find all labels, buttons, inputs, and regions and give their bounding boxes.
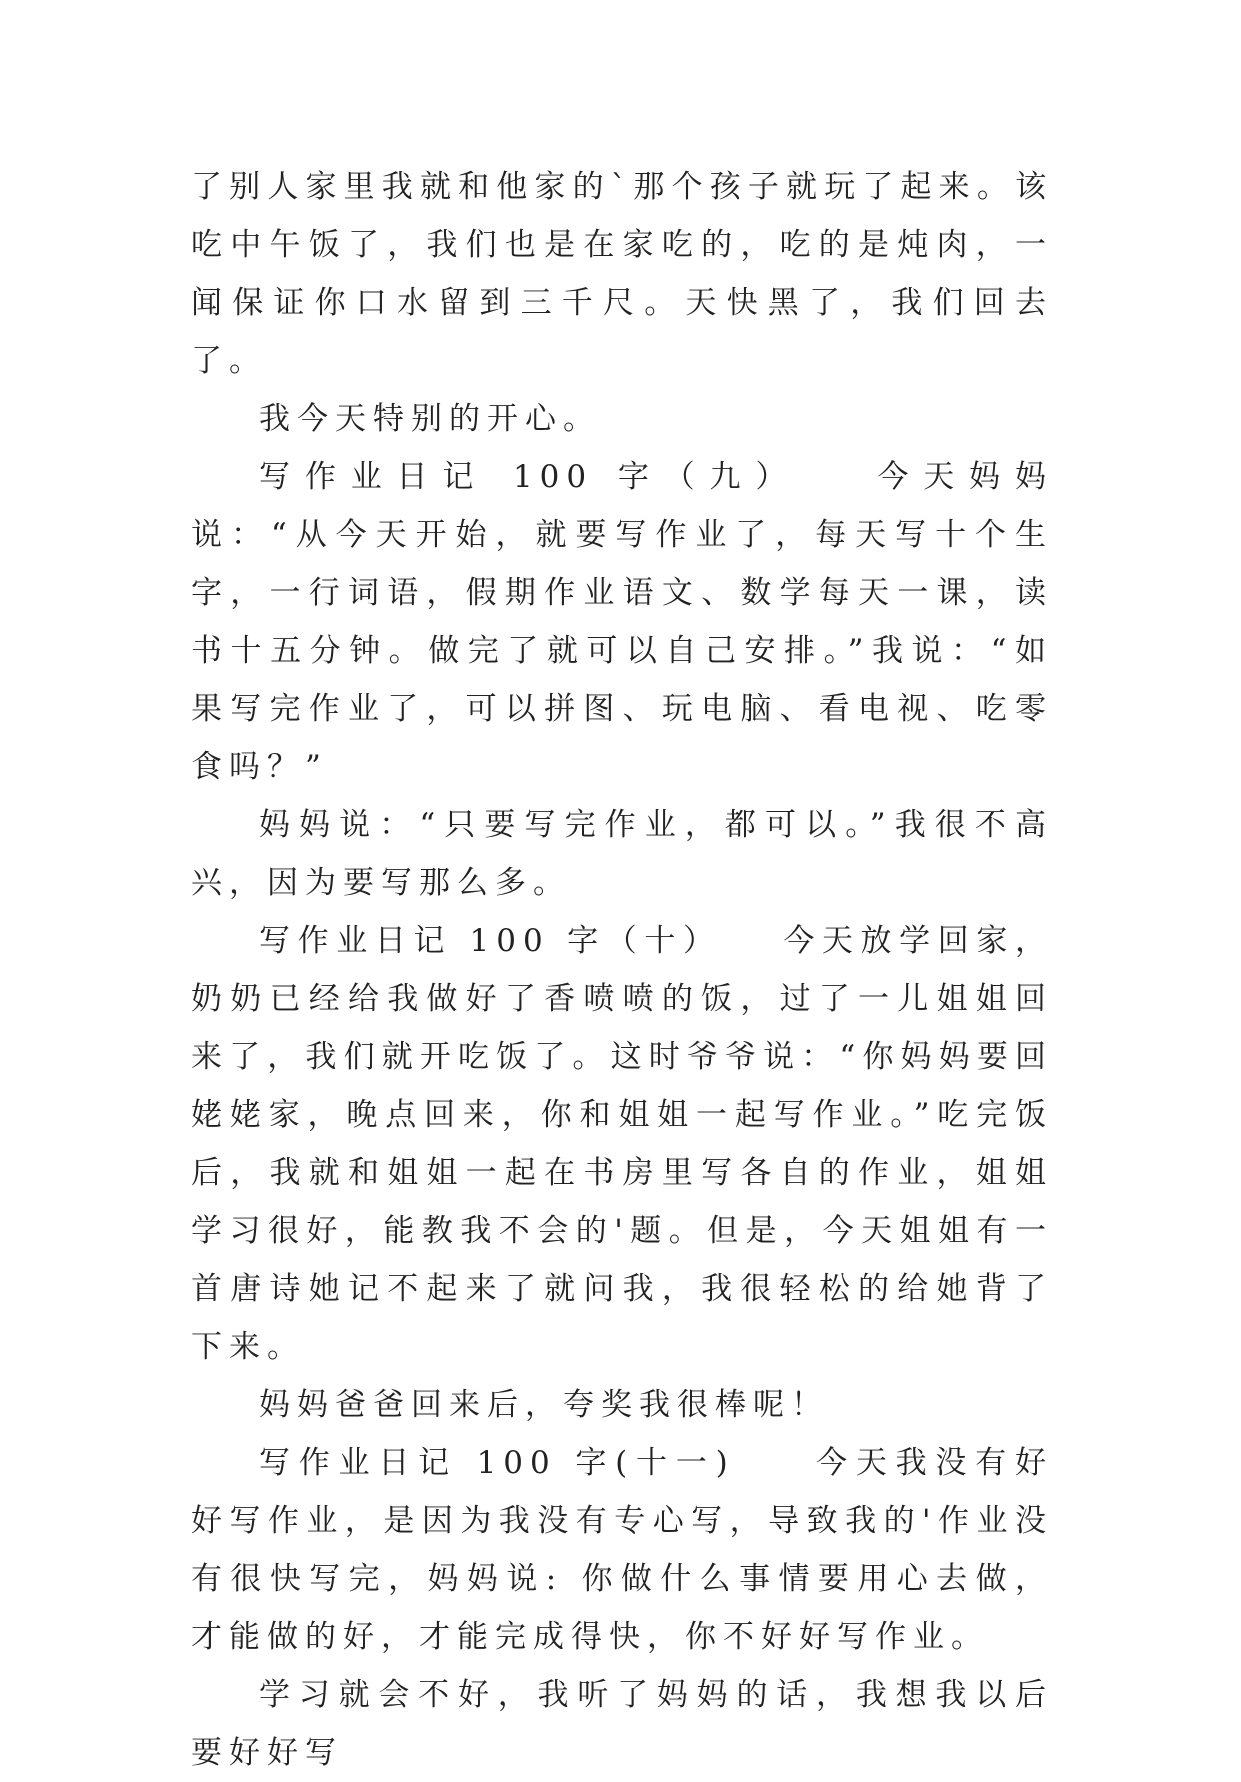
paragraph-4: 妈妈说：“只要写完作业，都可以。”我很不高兴，因为要写那么多。 [191,807,1053,901]
paragraph-1: 了别人家里我就和他家的`那个孩子就玩了起来。该吃中午饭了，我们也是在家吃的，吃的是炖肉，一闻保证你口水留到三千尺。天快黑了，我们回去了。 [191,169,1053,379]
paragraph-3: 写作业日记 100 字（九） 今天妈妈说：“从今天开始，就要写作业了，每天写十个生字，一行词语，假期作业语文、数学每天一课，读书十五分钟。做完了就可以自己安排。”我说：“如果写完作业了，可以拼图、玩电脑、看电视、吃零食吗？” [191,459,1053,785]
paragraph-6: 妈妈爸爸回来后，夸奖我很棒呢！ [259,1387,829,1423]
paragraph-8: 学习就会不好，我听了妈妈的话，我想我以后要好好写 [191,1677,1053,1771]
document-body [191,158,1053,1782]
paragraph-2: 我今天特别的开心。 [259,401,601,437]
paragraph-5: 写作业日记 100 字（十） 今天放学回家，奶奶已经给我做好了香喷喷的饭，过了一儿姐姐回来了，我们就开吃饭了。这时爷爷说：“你妈妈要回姥姥家，晚点回来，你和姐姐一起写作业。”吃完饭后，我就和姐姐一起在书房里写各自的作业，姐姐学习很好，能教我不会的'题。但是，今天姐姐有一首唐诗她记不起来了就问我，我很轻松的给她背了下来。 [191,923,1053,1365]
paragraph-7: 写作业日记 100 字(十一) 今天我没有好好写作业，是因为我没有专心写，导致我的'作业没有很快写完，妈妈说: 你做什么事情要用心去做，才能做的好，才能完成得快，你不好好写作业。 [191,1445,1053,1655]
